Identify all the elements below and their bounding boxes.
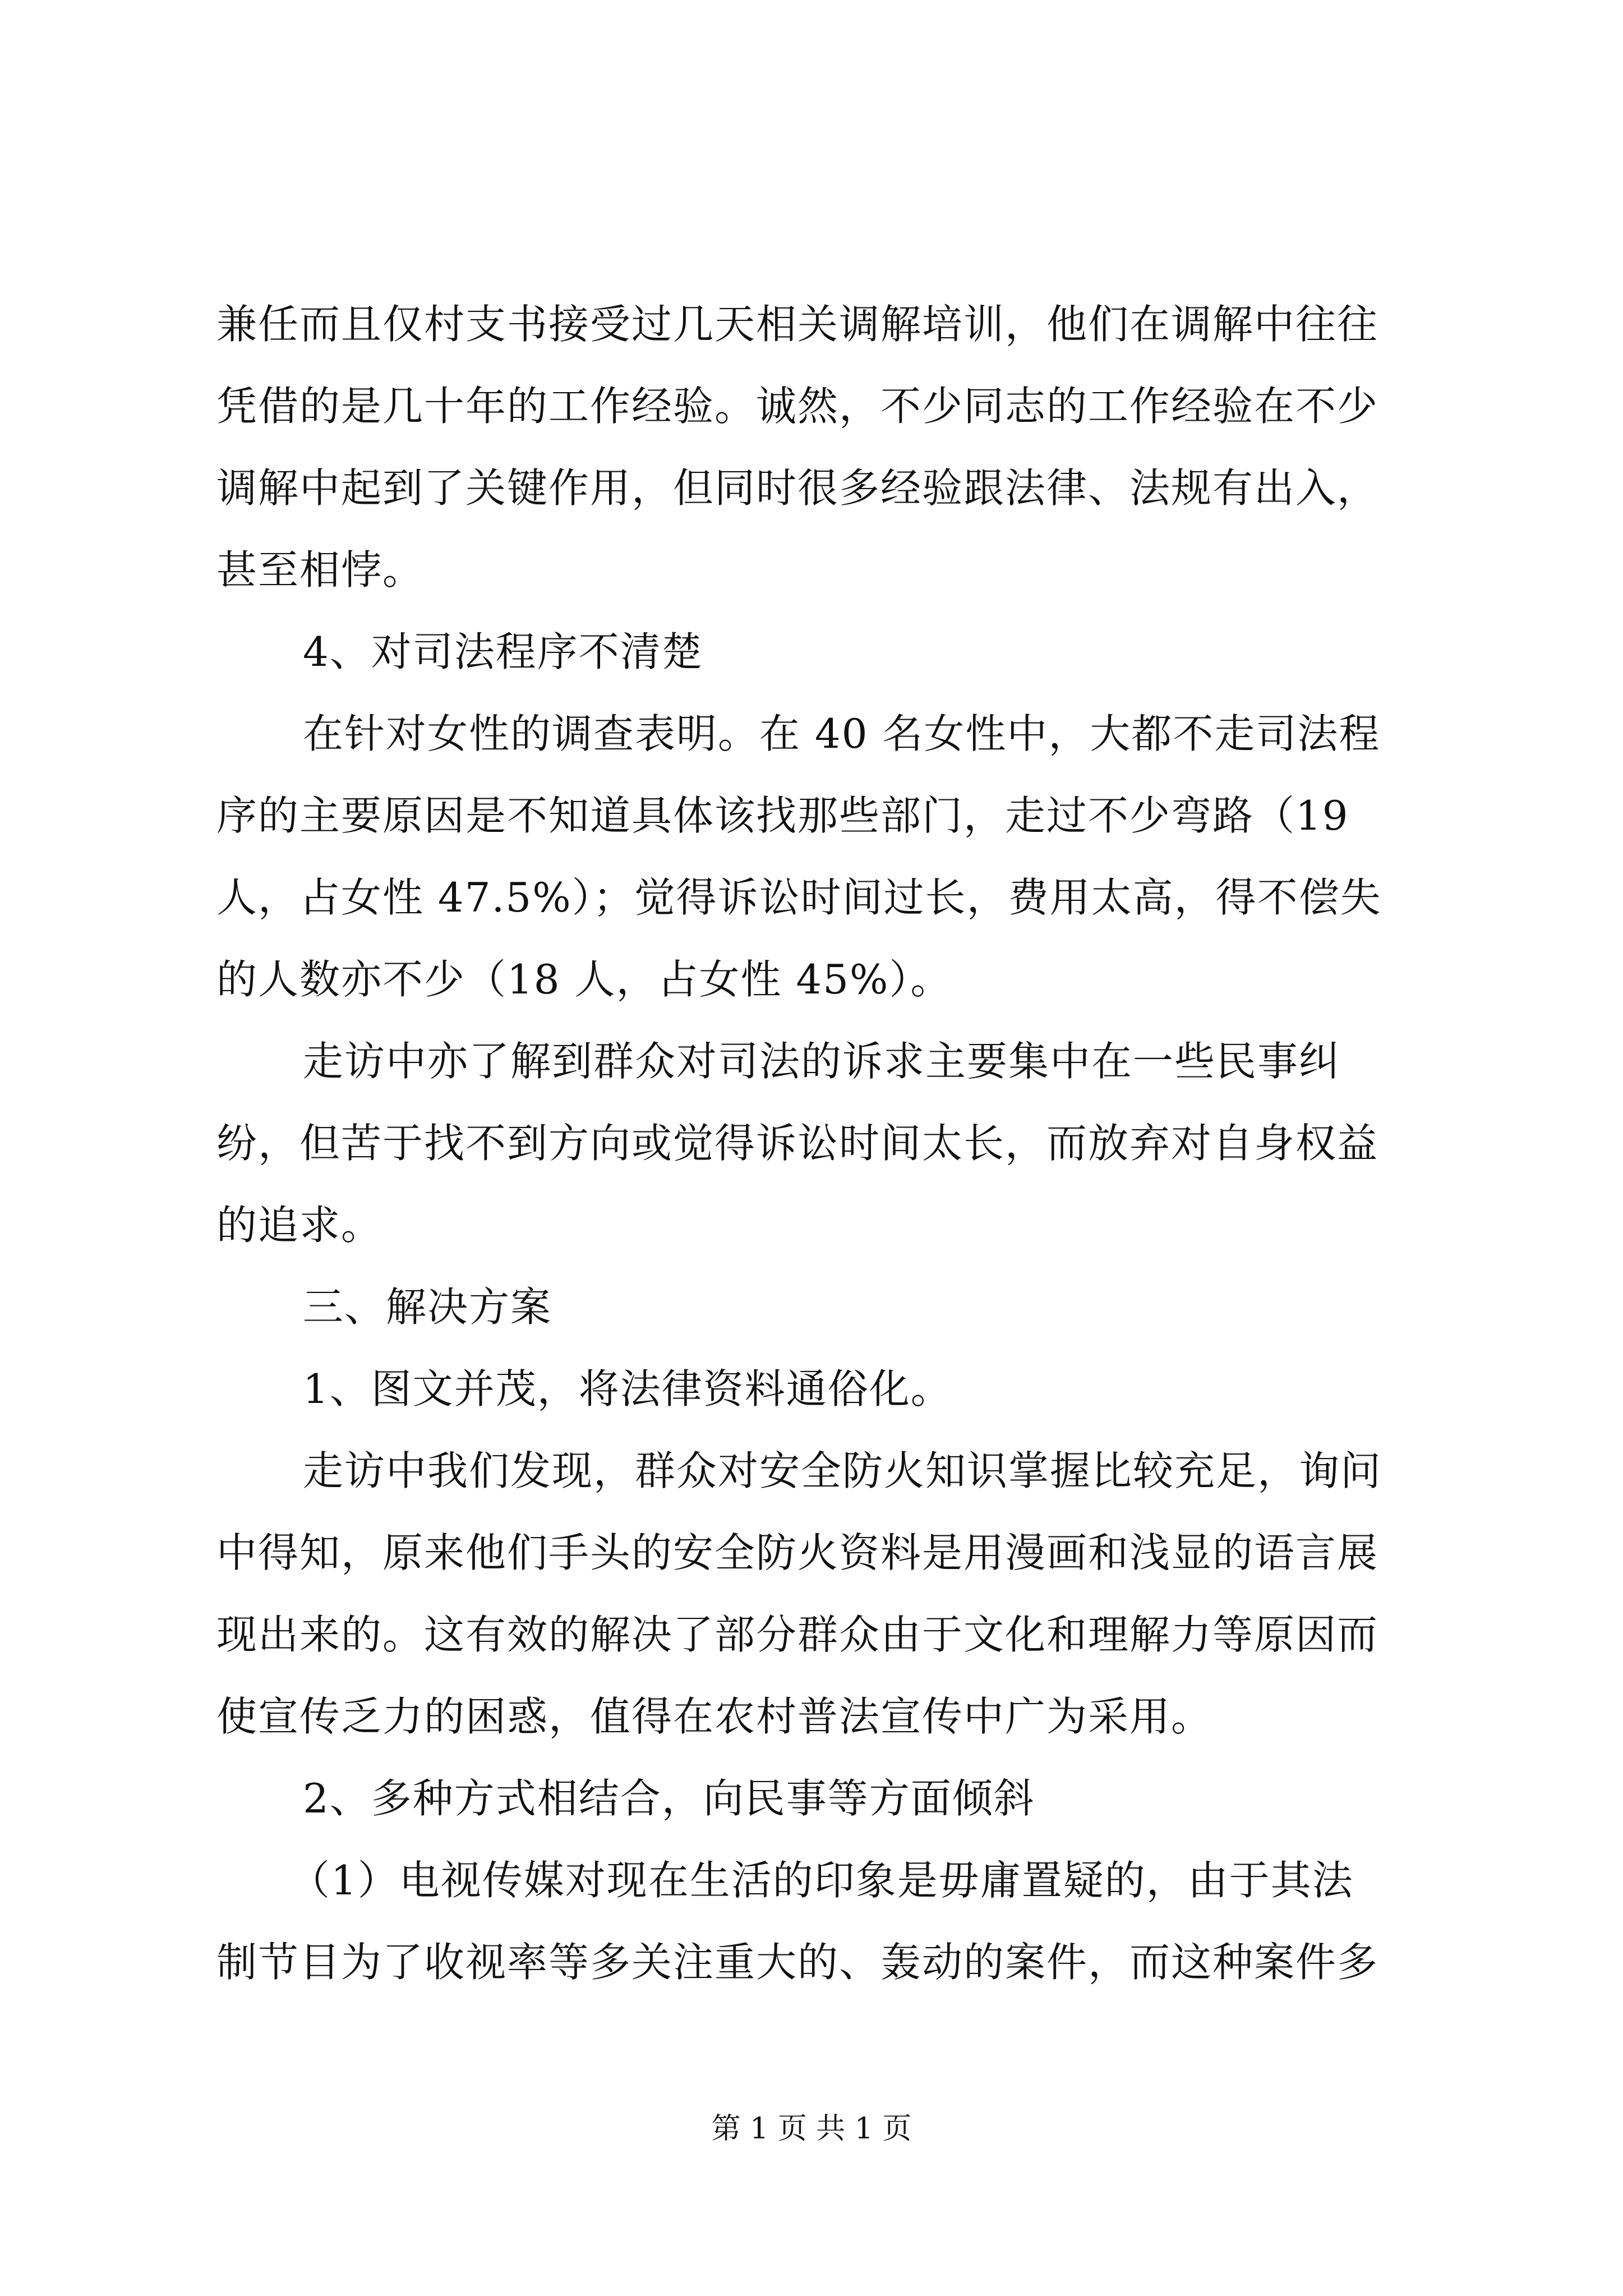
text-line: 的追求。 bbox=[216, 1202, 383, 1249]
text-line: 人，占女性 47.5%）；觉得诉讼时间过长，费用太高，得不偿失 bbox=[216, 874, 1382, 921]
section-heading: 4、对司法程序不清楚 bbox=[303, 628, 703, 675]
section-heading: 三、解决方案 bbox=[303, 1283, 552, 1331]
text-line: 纷，但苦于找不到方向或觉得诉讼时间太长，而放弃对自身权益 bbox=[216, 1120, 1379, 1167]
text-line: 的人数亦不少（18 人，占女性 45%）。 bbox=[216, 956, 952, 1003]
section-heading: 2、多种方式相结合，向民事等方面倾斜 bbox=[303, 1775, 1035, 1822]
paragraph-start-line: 在针对女性的调查表明。在 40 名女性中，大都不走司法程 bbox=[303, 710, 1381, 757]
page-footer: 第 1 页 共 1 页 bbox=[711, 2112, 912, 2146]
text-line: 兼任而且仅村支书接受过几天相关调解培训，他们在调解中往往 bbox=[216, 301, 1379, 348]
section-heading: 1、图文并茂，将法律资料通俗化。 bbox=[303, 1365, 952, 1412]
text-line: 凭借的是几十年的工作经验。诚然，不少同志的工作经验在不少 bbox=[216, 383, 1379, 430]
text-line: 使宣传乏力的困惑，值得在农村普法宣传中广为采用。 bbox=[216, 1693, 1213, 1740]
text-line: 甚至相悖。 bbox=[216, 546, 425, 593]
paragraph-start-line: （1）电视传媒对现在生活的印象是毋庸置疑的，由于其法 bbox=[289, 1857, 1354, 1904]
paragraph-start-line: 走访中亦了解到群众对司法的诉求主要集中在一些民事纠 bbox=[303, 1038, 1341, 1085]
text-line: 序的主要原因是不知道具体该找那些部门，走过不少弯路（19 bbox=[216, 792, 1349, 839]
text-line: 制节目为了收视率等多关注重大的、轰动的案件，而这种案件多 bbox=[216, 1939, 1379, 1986]
text-line: 中得知，原来他们手头的安全防火资料是用漫画和浅显的语言展 bbox=[216, 1529, 1379, 1576]
paragraph-start-line: 走访中我们发现，群众对安全防火知识掌握比较充足，询问 bbox=[303, 1447, 1382, 1494]
text-line: 现出来的。这有效的解决了部分群众由于文化和理解力等原因而 bbox=[216, 1611, 1379, 1658]
text-line: 调解中起到了关键作用，但同时很多经验跟法律、法规有出入， bbox=[216, 464, 1379, 512]
